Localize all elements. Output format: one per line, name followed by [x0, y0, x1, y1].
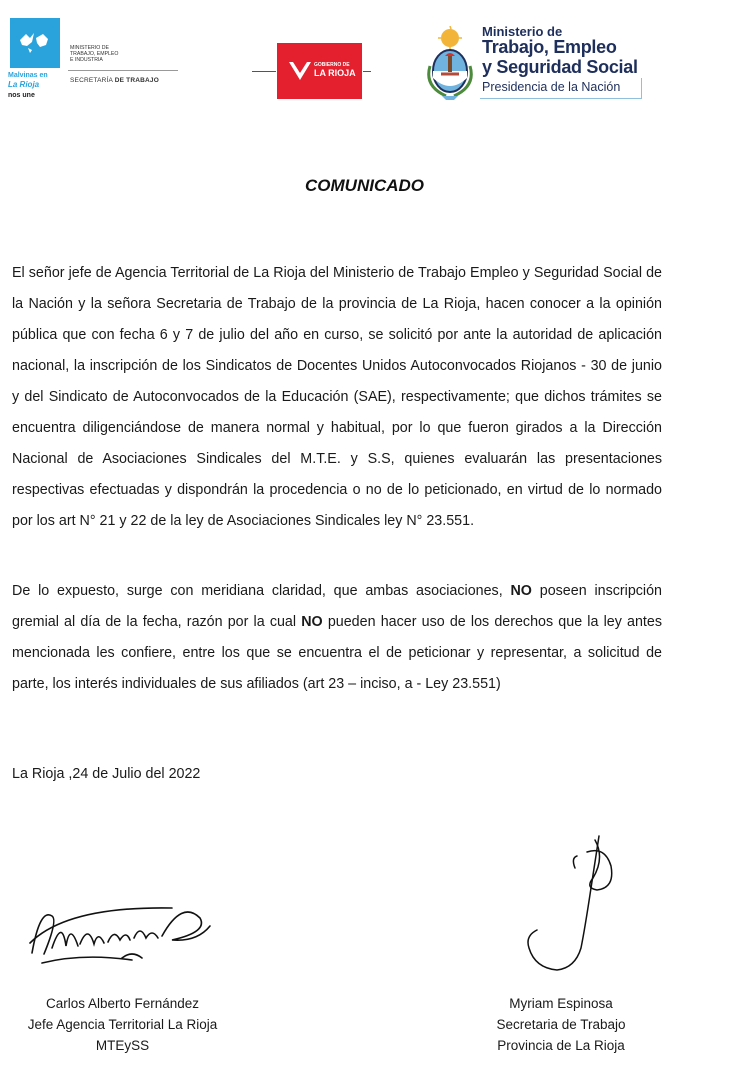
malvinas-line2: La Rioja [8, 80, 40, 89]
signer-right-name: Myriam Espinosa [509, 996, 613, 1011]
signer-right-org: Provincia de La Rioja [497, 1038, 625, 1053]
nacion-line3: y Seguridad Social [482, 57, 638, 77]
nacion-line2: Trabajo, Empleo [482, 37, 617, 57]
divider [363, 71, 371, 72]
divider [480, 98, 642, 99]
paragraph-2-part1: De lo expuesto, surge con meridiana claridad, que ambas asociaciones, [12, 583, 511, 599]
signature-left-icon [22, 888, 222, 973]
signer-left-name: Carlos Alberto Fernández [45, 996, 200, 1011]
secretaria-prefix: SECRETARÍA [70, 77, 113, 84]
nacion-line1: Ministerio de [482, 24, 563, 39]
ministerio-line2: TRABAJO, EMPLEO [70, 51, 119, 57]
document-title: COMUNICADO [305, 176, 424, 195]
national-coat-of-arms-icon [424, 26, 476, 102]
ministerio-line3: E INDUSTRIA [70, 57, 103, 63]
signer-right-role: Secretaria de Trabajo [496, 1017, 626, 1032]
divider [68, 70, 178, 71]
gobierno-rioja-mark-icon [289, 62, 311, 80]
malvinas-islands-icon [10, 18, 60, 68]
logo-ministerio-nacional [420, 20, 650, 106]
signer-left-role: Jefe Agencia Territorial La Rioja [27, 1017, 218, 1032]
paragraph-2 [12, 576, 662, 700]
document-date: La Rioja ,24 de Julio del 2022 [12, 766, 201, 782]
paragraph-2-part2: poseen inscripción gremial al día de la fecha, razón por la cual [12, 583, 662, 630]
ministerio-provincial-name [70, 45, 150, 63]
malvinas-line1: Malvinas en [8, 72, 48, 79]
logo-malvinas-ministerio [8, 18, 183, 103]
ministerio-line1: MINISTERIO DE [70, 45, 109, 51]
paragraph-2-part3: pueden hacer uso de los derechos que la ley antes mencionada les confiere, entre los que se encuentra el de peticionar y representar, a solicitud de parte, los interés individuales de sus afiliados (art 23 – inciso, a - Ley 23.551) [12, 614, 662, 692]
gobierno-line2: LA RIOJA [314, 68, 356, 78]
secretaria-bold: DE TRABAJO [114, 77, 159, 84]
paragraph-2-bold1: NO [510, 583, 532, 599]
gobierno-line1: GOBIERNO DE [314, 62, 350, 68]
paragraph-1: El señor jefe de Agencia Territorial de La Rioja del Ministerio de Trabajo Empleo y Seguridad Social de la Nación y la señora Secretaria de Trabajo de la provincia de La Rioja, hacen conocer a la opinión pública que con fecha 6 y 7 de julio del año en curso, se solicitó por ante la autoridad de aplicación nacional, la inscripción de los Sindicatos de Docentes Unidos Autoconvocados Riojanos - 30 de junio y del Sindicato de Autoconvocados de la Educación (SAE), respectivamente; que dichos trámites se encuentra diligenciándose de manera normal y habitual, por lo que fueron girados a la Dirección Nacional de Asociaciones Sindicales del M.T.E. y S.S, quienes evaluarán las presentaciones respectivas efectuadas y dispondrán la procedencia o no de lo peticionado, en virtud de lo normado por los art N° 21 y 22 de la ley de Asociaciones Sindicales ley N° 23.551. [12, 265, 662, 529]
logo-gobierno-la-rioja [277, 43, 362, 99]
signer-right-block [476, 993, 646, 1056]
signer-left-org: MTEySS [95, 1038, 150, 1053]
nacion-line4: Presidencia de la Nación [482, 80, 621, 94]
signer-left-block [5, 993, 240, 1056]
divider [252, 71, 276, 72]
signature-right-icon [515, 828, 625, 978]
paragraph-2-bold2: NO [301, 614, 323, 630]
secretaria-name [70, 77, 159, 84]
malvinas-line3: nos une [8, 92, 35, 99]
divider [641, 78, 642, 99]
